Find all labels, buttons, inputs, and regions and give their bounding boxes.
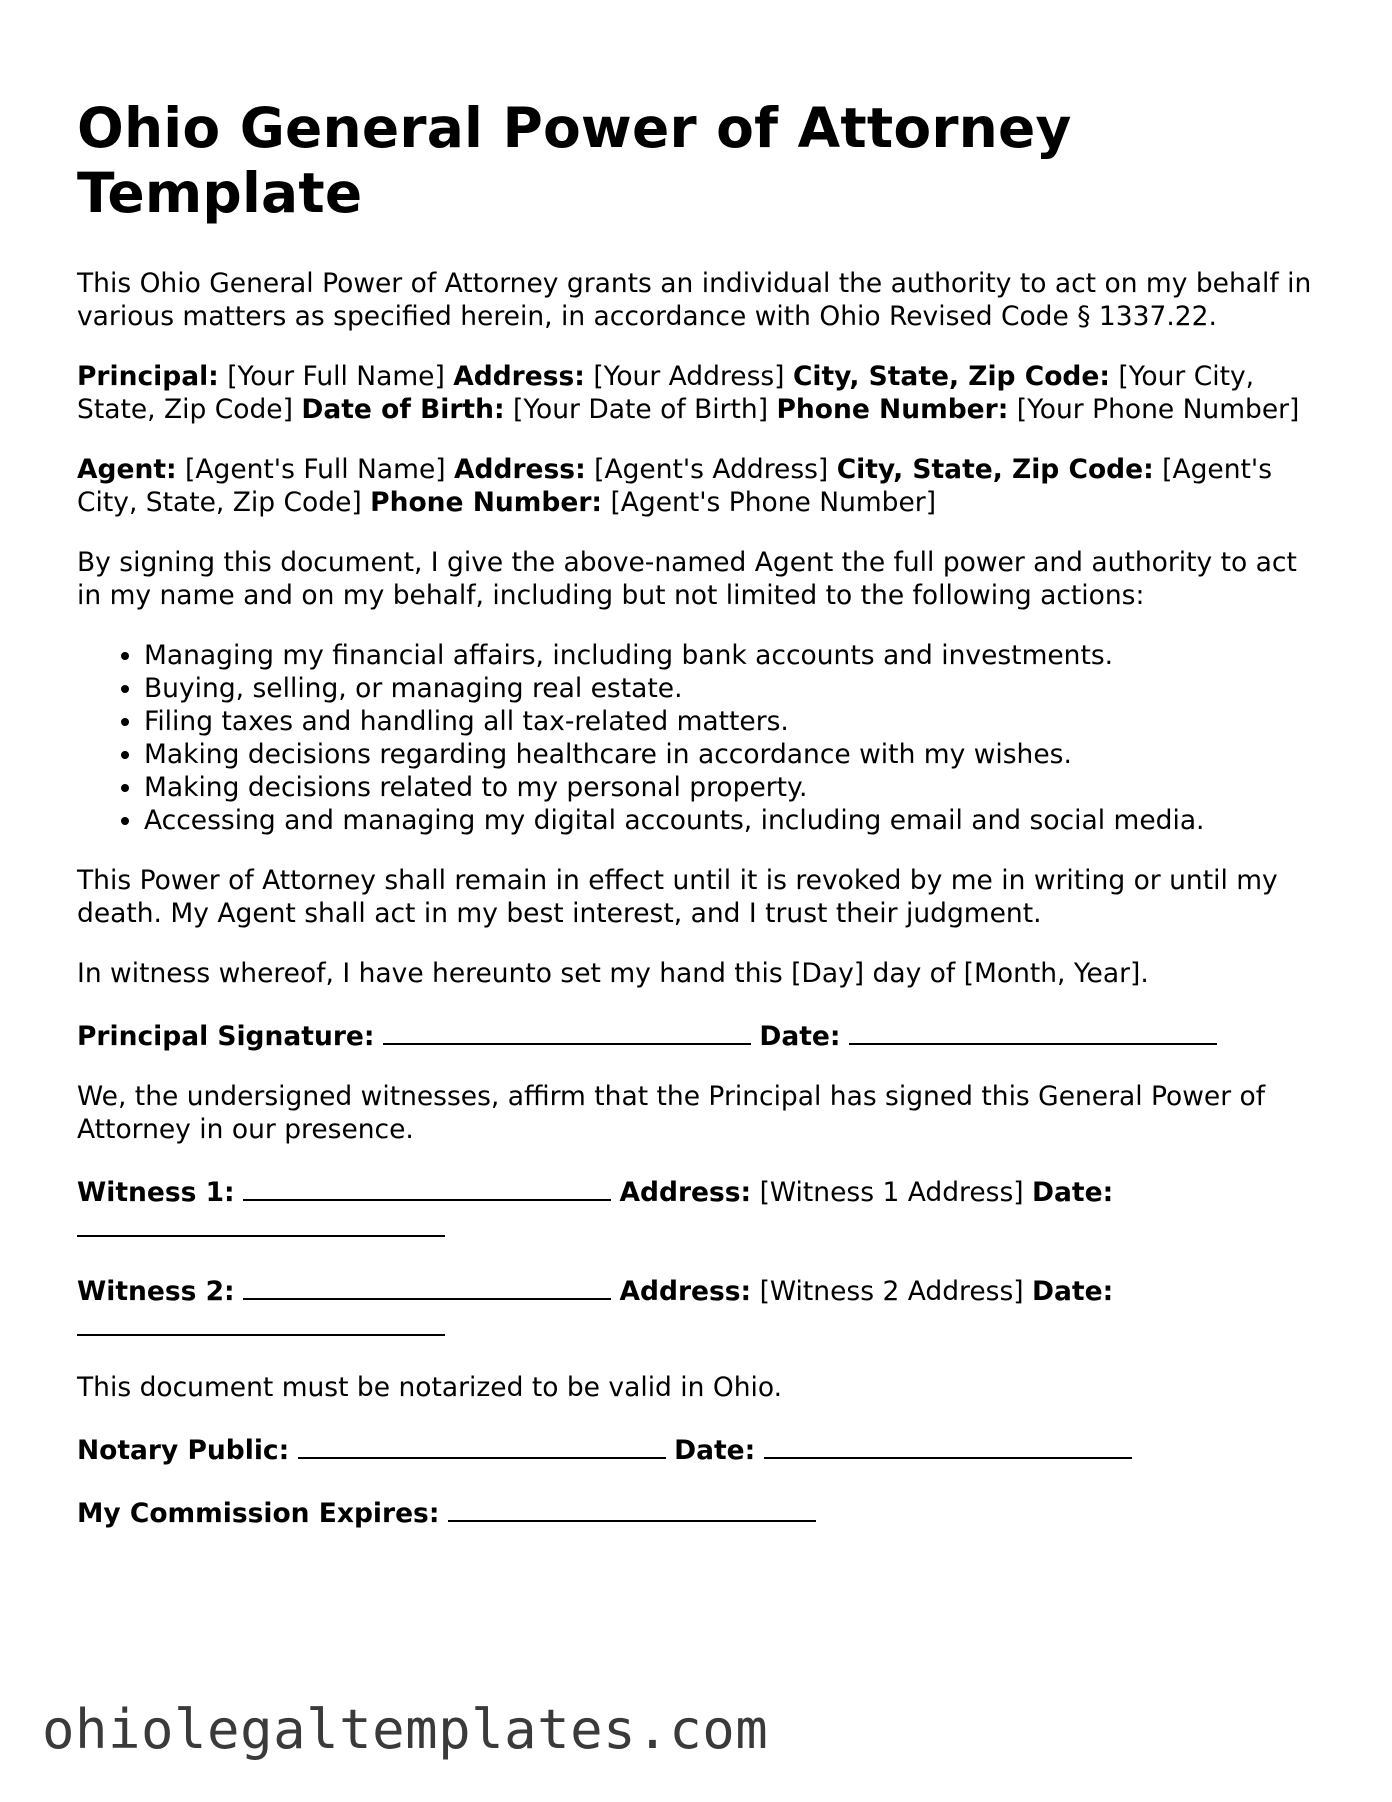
agent-address: [Agent's Address] xyxy=(594,454,829,485)
website-footer: ohiolegaltemplates.com xyxy=(42,1698,769,1761)
principal-dob-label: Date of Birth: xyxy=(301,394,505,425)
affirm-paragraph: We, the undersigned witnesses, affirm that the Principal has signed this General Power of Attorney in our presence. xyxy=(77,1081,1266,1145)
agent-city: [Agent's City, State, Zip Code] xyxy=(77,454,1272,518)
witness1-date-label: Date: xyxy=(1032,1177,1114,1208)
witness2-signature-blank[interactable] xyxy=(243,1272,611,1300)
commission-blank[interactable] xyxy=(448,1494,816,1522)
agent-phone: [Agent's Phone Number] xyxy=(610,487,937,518)
witness2-date-label: Date: xyxy=(1032,1276,1114,1307)
principal-signature-blank[interactable] xyxy=(383,1017,751,1045)
principal-city-label: City, State, Zip Code: xyxy=(792,361,1110,392)
commission-line xyxy=(77,1494,1327,1530)
notary-date-label: Date: xyxy=(674,1435,756,1466)
witness1-date-blank[interactable] xyxy=(77,1209,445,1237)
grant-paragraph: By signing this document, I give the above-named Agent the full power and authority to act in my name and on my behalf, including but not limited to the following actions: xyxy=(77,547,1297,611)
witness1-line xyxy=(77,1173,1327,1245)
agent-city-label: City, State, Zip Code: xyxy=(836,454,1154,485)
witness2-label: Witness 2: xyxy=(77,1276,235,1307)
principal-label: Principal: xyxy=(77,361,219,392)
witness1-address-label: Address: xyxy=(619,1177,752,1208)
list-item: • Accessing and managing my digital accounts, including email and social media. xyxy=(144,804,1327,837)
duration-paragraph: This Power of Attorney shall remain in effect until it is revoked by me in writing or until my death. My Agent shall act in my best interest, and I trust their judgment. xyxy=(77,865,1278,929)
notary-line xyxy=(77,1431,1327,1467)
principal-section xyxy=(77,360,1327,426)
principal-signature-line xyxy=(77,1017,1327,1053)
principal-phone: [Your Phone Number] xyxy=(1016,394,1300,425)
agent-phone-label: Phone Number: xyxy=(370,487,602,518)
principal-name: [Your Full Name] xyxy=(227,361,445,392)
agent-name: [Agent's Full Name] xyxy=(185,454,446,485)
notary-date-blank[interactable] xyxy=(764,1431,1132,1459)
witness1-label: Witness 1: xyxy=(77,1177,235,1208)
list-item: • Managing my financial affairs, including bank accounts and investments. xyxy=(144,639,1327,672)
witness2-address: [Witness 2 Address] xyxy=(759,1276,1024,1307)
list-item: • Making decisions regarding healthcare in accordance with my wishes. xyxy=(144,738,1327,771)
principal-address-label: Address: xyxy=(453,361,585,392)
principal-city: [Your City, State, Zip Code] xyxy=(77,361,1255,425)
witness1-signature-blank[interactable] xyxy=(243,1173,611,1201)
witness2-address-label: Address: xyxy=(619,1276,752,1307)
principal-signature-label: Principal Signature: xyxy=(77,1021,375,1052)
commission-label: My Commission Expires: xyxy=(77,1498,440,1529)
list-item: • Filing taxes and handling all tax-related matters. xyxy=(144,705,1327,738)
principal-address: [Your Address] xyxy=(593,361,785,392)
intro-paragraph: This Ohio General Power of Attorney grants an individual the authority to act on my behalf in various matters as specified herein, in accordance with Ohio Revised Code § 1337.22. xyxy=(77,268,1312,332)
agent-address-label: Address: xyxy=(454,454,586,485)
actions-list xyxy=(77,639,1327,837)
principal-dob: [Your Date of Birth] xyxy=(513,394,769,425)
notary-signature-blank[interactable] xyxy=(298,1431,666,1459)
list-item: • Buying, selling, or managing real estate. xyxy=(144,672,1327,705)
document-page xyxy=(77,96,1327,1557)
principal-phone-label: Phone Number: xyxy=(776,394,1009,425)
agent-section xyxy=(77,453,1327,519)
witness1-address: [Witness 1 Address] xyxy=(759,1177,1024,1208)
document-title: Ohio General Power of Attorney Template xyxy=(77,96,1072,225)
notary-label: Notary Public: xyxy=(77,1435,290,1466)
principal-signature-date-label: Date: xyxy=(759,1021,841,1052)
agent-label: Agent: xyxy=(77,454,177,485)
witness2-date-blank[interactable] xyxy=(77,1308,445,1336)
list-item: • Making decisions related to my personal property. xyxy=(144,771,1327,804)
notary-paragraph: This document must be notarized to be valid in Ohio. xyxy=(77,1372,783,1403)
witness2-line xyxy=(77,1272,1327,1344)
principal-signature-date-blank[interactable] xyxy=(849,1017,1217,1045)
witness-whereof-paragraph: In witness whereof, I have hereunto set my hand this [Day] day of [Month, Year]. xyxy=(77,958,1149,989)
